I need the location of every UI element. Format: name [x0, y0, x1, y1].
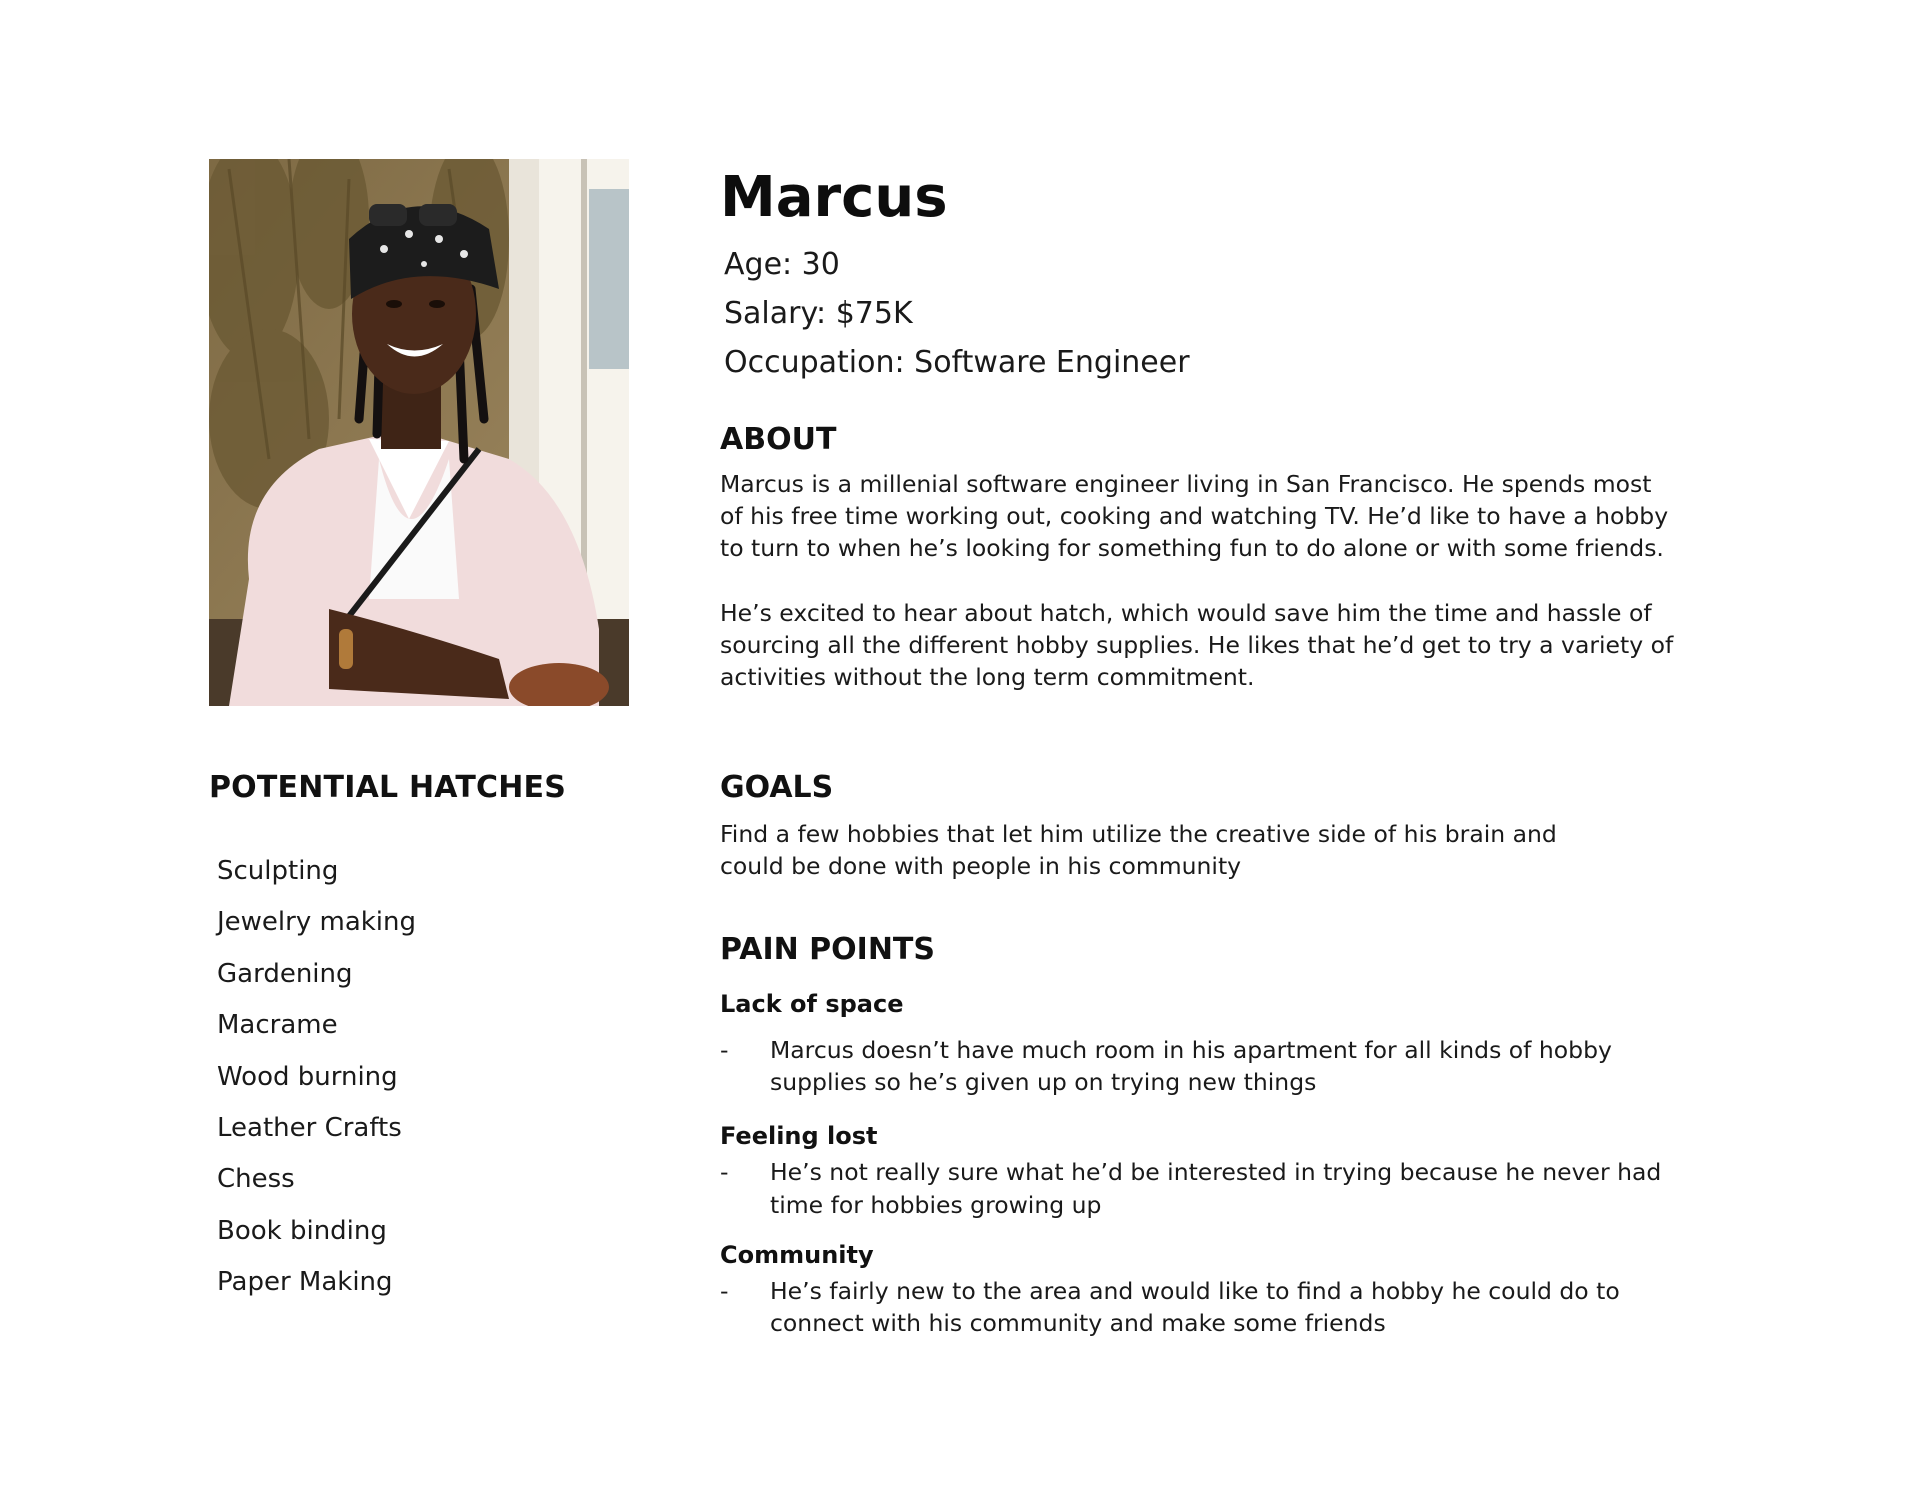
potential-hatches-list [217, 846, 416, 1309]
bullet-dash: - [720, 1036, 729, 1064]
pain-point-item [720, 1034, 1720, 1098]
fact-salary: Salary: $75K [724, 296, 913, 331]
about-section [720, 420, 1680, 693]
about-paragraph: He’s excited to hear about hatch, which would save him the time and hassle of sourcing all the different hobby supplies. He likes that he’d get to try a variety of activities without the long term commitment. [720, 598, 1674, 692]
hatch-item: Macrame [217, 1010, 338, 1041]
hatch-item: Gardening [217, 958, 353, 989]
fact-age: Age: 30 [724, 247, 840, 282]
pain-point-item [720, 1275, 1720, 1339]
goals-text: Find a few hobbies that let him utilize the creative side of his brain and could be done with people in his community [720, 820, 1557, 881]
persona-photo [209, 159, 629, 706]
about-paragraph: Marcus is a millenial software engineer living in San Francisco. He spends most of his free time working out, cooking and watching TV. He’d like to have a hobby to turn to when he’s looking for something fun to do alone or with some friends. [720, 470, 1669, 563]
goals-heading: GOALS [720, 770, 834, 805]
pain-point-text: He’s not really sure what he’d be interested in trying because he never had time for hobbies growing up [770, 1158, 1662, 1219]
potential-hatches-heading: POTENTIAL HATCHES [209, 770, 567, 805]
hatch-item: Jewelry making [217, 907, 417, 938]
persona-portrait-image [209, 159, 629, 706]
hatch-item: Wood burning [217, 1061, 398, 1092]
hatch-item: Chess [217, 1164, 295, 1195]
hatch-item: Leather Crafts [217, 1112, 402, 1143]
persona-facts [724, 240, 1720, 387]
about-heading: ABOUT [720, 422, 837, 457]
hatch-item: Sculpting [217, 856, 339, 886]
pain-points-heading: PAIN POINTS [720, 932, 935, 967]
pain-point-title: Community [720, 1240, 874, 1269]
pain-point-text: Marcus doesn’t have much room in his apartment for all kinds of hobby supplies so he’s given up on trying new things [770, 1036, 1612, 1097]
bullet-dash: - [720, 1276, 729, 1305]
pain-points-section [720, 930, 1720, 1339]
pain-point-item [720, 1156, 1720, 1220]
pain-point-title: Feeling lost [720, 1122, 878, 1151]
hatch-item: Book binding [217, 1215, 387, 1246]
pain-point-title: Lack of space [720, 990, 904, 1018]
pain-point-text: He’s fairly new to the area and would like to find a hobby he could do to connect with his community and make some friends [770, 1276, 1620, 1338]
goals-section [720, 768, 1680, 882]
persona-name: Marcus [720, 165, 948, 230]
bullet-dash: - [720, 1158, 729, 1187]
hatch-item: Paper Making [217, 1267, 393, 1298]
persona-details [720, 160, 1720, 1338]
fact-occupation: Occupation: Software Engineer [724, 345, 1190, 380]
